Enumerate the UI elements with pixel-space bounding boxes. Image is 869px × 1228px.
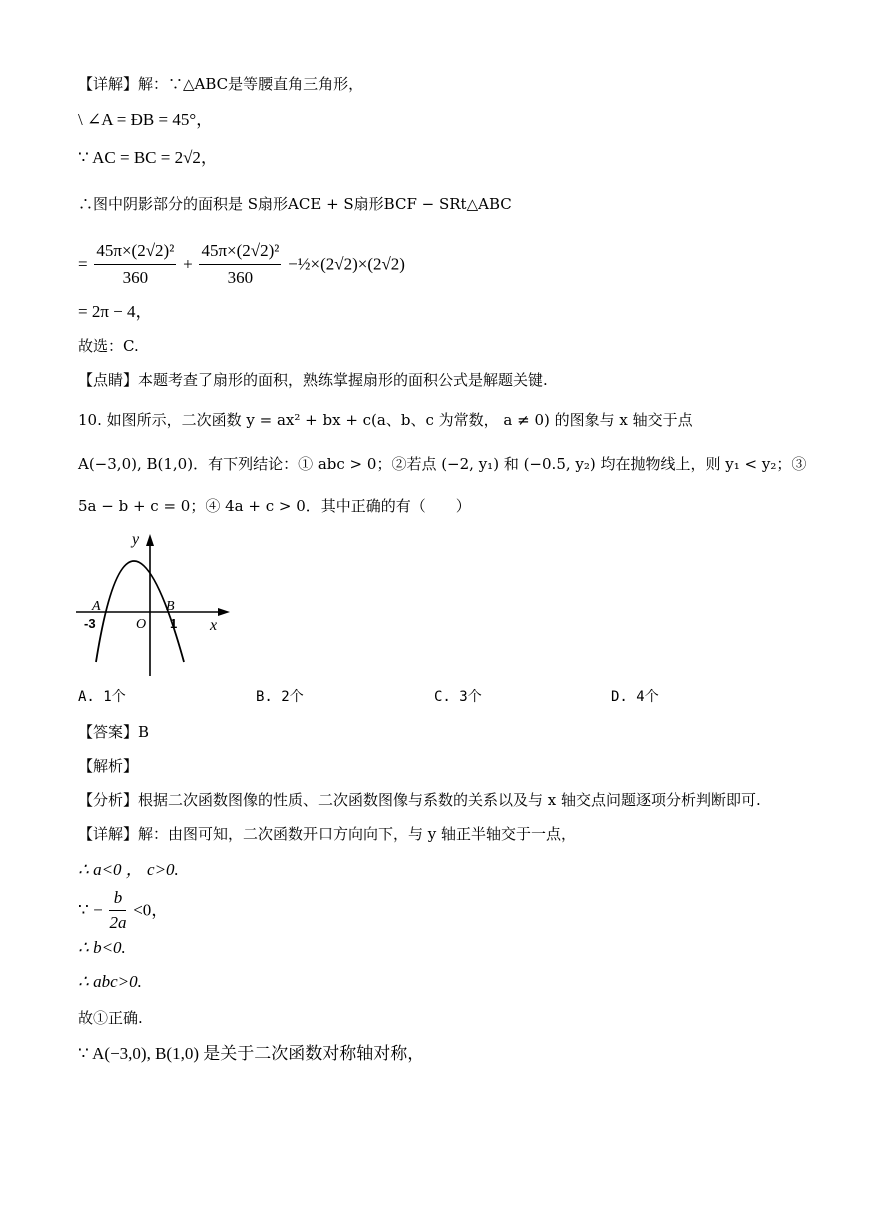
x-axis-arrow — [218, 608, 230, 616]
shaded-area-text: ∴图中阴影部分的面积是 S扇形ACE + S扇形BCF − SRt△ABC — [78, 195, 512, 213]
analysis-heading-text: 【解析】 — [78, 757, 139, 775]
side-length-statement — [78, 148, 218, 168]
point-a-label: A — [92, 599, 101, 614]
x-axis-label: x — [210, 617, 218, 634]
area-computation-tail: −½×(2√2)×(2√2) — [288, 254, 405, 274]
choice-c[interactable] — [434, 686, 482, 706]
choice-d[interactable] — [611, 686, 659, 706]
xiangjie-line — [78, 824, 576, 844]
shaded-area-statement — [78, 194, 512, 214]
question-10-line-3 — [78, 496, 471, 516]
area-result-text: = 2π − 4， — [78, 302, 153, 321]
fraction-1-numerator: 45π×(2√2)² — [94, 240, 176, 265]
choice-d-label: D. 4个 — [611, 689, 659, 705]
angle-statement — [78, 110, 213, 130]
step-6 — [78, 1044, 424, 1064]
step-3 — [78, 938, 126, 958]
question-10-text-1: 10. 如图所示，二次函数 y = ax² + bx + c(a、b、c 为常数， a ≠ 0) 的图象与 x 轴交于点 — [78, 411, 693, 429]
question-10-line-1 — [78, 410, 693, 430]
solution-detail-text: 【详解】解：∵△ABC是等腰直角三角形， — [78, 75, 364, 93]
parabola-graph — [72, 530, 242, 680]
step-2-fraction — [109, 888, 126, 933]
question-10-line-2 — [78, 454, 806, 474]
step-1 — [78, 860, 179, 880]
tick-one-label: 1 — [170, 616, 178, 631]
choice-selected — [78, 336, 139, 356]
step-1-text: ∴ a<0 ， c>0. — [78, 860, 179, 879]
step-2-denominator: 2a — [109, 913, 127, 932]
choice-b-label: B. 2个 — [256, 689, 304, 705]
step-5 — [78, 1008, 143, 1028]
comment-line — [78, 370, 548, 390]
area-computation: = $\frac{\text{45π×(2√2)²}}{360}$ + $\frac{\text{45π×(2√2)²}}{360}$ −½×(2√2)×(2√2) — [78, 241, 405, 287]
answer-line — [78, 722, 149, 742]
y-axis-arrow — [146, 534, 154, 546]
question-10-text-2: A(−3,0), B(1,0)．有下列结论：① abc > 0；②若点 (−2, y₁) 和 (−0.5, y₂) 均在抛物线上，则 y₁ < y₂；③ — [78, 455, 807, 473]
answer-text: 【答案】B — [78, 723, 150, 741]
fenxi-text: 【分析】根据二次函数图像的性质、二次函数图像与系数的关系以及与 x 轴交点问题逐项分析判断即可. — [78, 791, 761, 809]
xiangjie-text: 【详解】解：由图可知，二次函数开口方向向下，与 y 轴正半轴交于一点， — [78, 825, 577, 843]
tick-neg3-label: -3 — [84, 616, 96, 631]
choice-c-label: C. 3个 — [434, 689, 482, 705]
side-length-text: ∵ AC = BC = 2√2， — [78, 148, 218, 167]
step-6-text: ∵ A(−3,0), B(1,0) 是关于二次函数对称轴对称， — [78, 1044, 425, 1063]
origin-label: O — [136, 617, 147, 632]
step-2-numerator: b — [109, 888, 126, 911]
fraction-2-denominator: 360 — [227, 268, 254, 287]
step-4 — [78, 972, 142, 992]
point-b-label: B — [166, 599, 175, 614]
choice-selected-text: 故选：C. — [78, 337, 139, 355]
step-5-text: 故①正确. — [78, 1009, 143, 1027]
angle-statement-text: \ ∠A = ÐB = 45°， — [78, 110, 214, 129]
question-10-text-3: 5a − b + c = 0；④ 4a + c > 0．其中正确的有（ ） — [78, 497, 471, 515]
choice-a-label: A. 1个 — [78, 689, 126, 705]
choice-a[interactable] — [78, 686, 126, 706]
step-2 — [78, 888, 168, 933]
fraction-2 — [199, 240, 281, 289]
step-3-text: ∴ b<0. — [78, 938, 126, 957]
y-axis-label: y — [132, 531, 140, 548]
fraction-2-numerator: 45π×(2√2)² — [199, 240, 281, 265]
step-4-text: ∴ abc>0. — [78, 972, 142, 991]
analysis-heading — [78, 756, 138, 776]
step-2-suffix: <0， — [133, 900, 169, 920]
choice-b[interactable] — [256, 686, 304, 706]
area-result — [78, 302, 153, 322]
fraction-1 — [94, 240, 176, 289]
step-2-prefix: ∵ − — [78, 900, 103, 920]
comment-text: 【点睛】本题考查了扇形的面积，熟练掌握扇形的面积公式是解题关键. — [78, 371, 548, 389]
solution-detail-line — [78, 74, 363, 94]
fenxi-line — [78, 790, 761, 810]
fraction-1-denominator: 360 — [122, 268, 149, 287]
